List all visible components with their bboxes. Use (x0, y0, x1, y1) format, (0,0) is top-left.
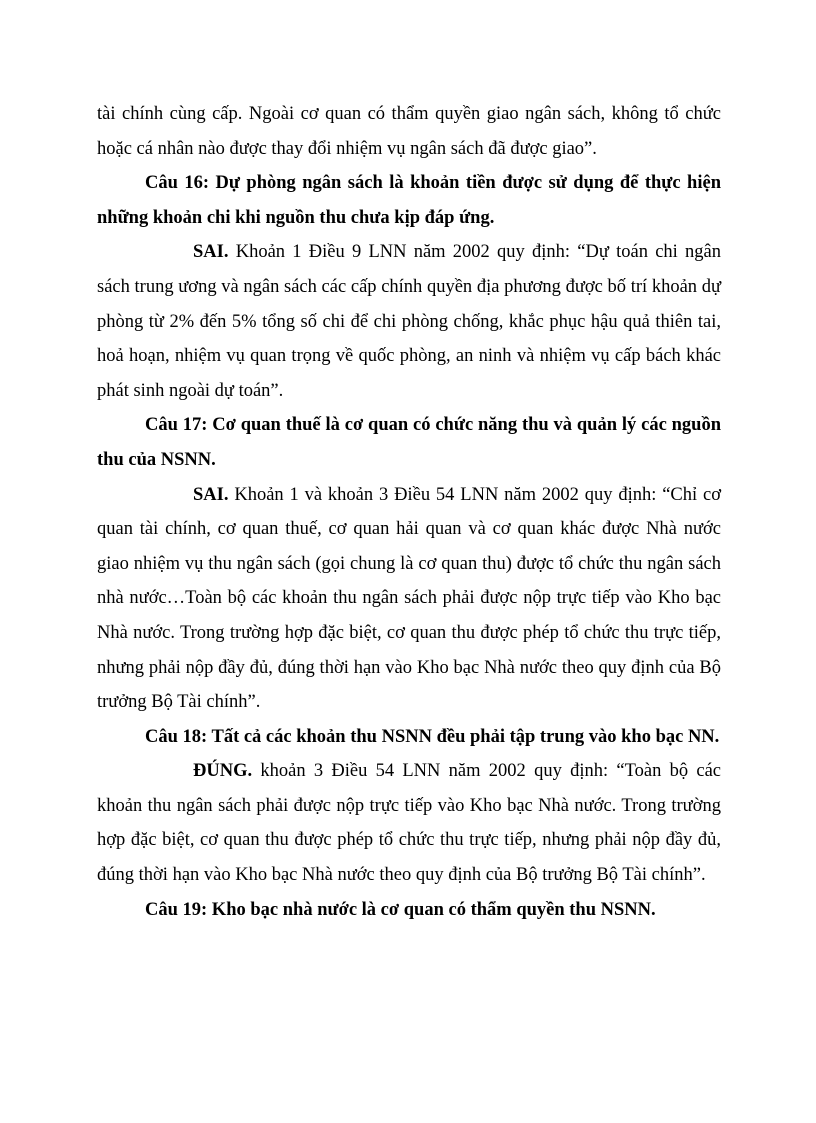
question-17: Câu 17: Cơ quan thuế là cơ quan có chức năng thu và quản lý các nguồn thu của NSNN. (97, 415, 721, 470)
answer-16 (97, 235, 721, 408)
answer-17 (97, 478, 721, 720)
verdict-18: ĐÚNG. (193, 761, 253, 782)
explanation-16: Khoản 1 Điều 9 LNN năm 2002 quy định: “Dự toán chi ngân sách trung ương và ngân sách các cấp chính quyền địa phương được bố trí khoản dự phòng từ 2% đến 5% tổng số chi để chi phòng chống, khắc phục hậu quả thiên tai, hoả hoạn, nhiệm vụ quan trọng về quốc phòng, an ninh và nhiệm vụ cấp bách khác phát sinh ngoài dự toán”. (97, 242, 721, 401)
question-16: Câu 16: Dự phòng ngân sách là khoản tiền được sử dụng để thực hiện những khoản chi khi nguồn thu chưa kịp đáp ứng. (97, 173, 721, 228)
question-19: Câu 19: Kho bạc nhà nước là cơ quan có thẩm quyền thu NSNN. (145, 899, 656, 920)
explanation-18: khoản 3 Điều 54 LNN năm 2002 quy định: “Toàn bộ các khoản thu ngân sách phải được nộp trực tiếp vào Kho bạc Nhà nước. Trong trường hợp đặc biệt, cơ quan thu được phép tổ chức thu trực tiếp, nhưng phải nộp đầy đủ, đúng thời hạn vào Kho bạc Nhà nước theo quy định của Bộ trưởng Bộ Tài chính”. (97, 761, 721, 886)
question-18: Câu 18: Tất cả các khoản thu NSNN đều phải tập trung vào kho bạc NN. (145, 726, 720, 747)
answer-18 (97, 754, 721, 892)
verdict-16: SAI. (193, 242, 229, 263)
explanation-17: Khoản 1 và khoản 3 Điều 54 LNN năm 2002 quy định: “Chỉ cơ quan tài chính, cơ quan thuế, cơ quan hải quan và cơ quan khác được Nhà nước giao nhiệm vụ thu ngân sách (gọi chung là cơ quan thu) được tổ chức thu ngân sách nhà nước…Toàn bộ các khoản thu ngân sách phải được nộp trực tiếp vào Kho bạc Nhà nước. Trong trường hợp đặc biệt, cơ quan thu được phép tổ chức thu trực tiếp, nhưng phải nộp đầy đủ, đúng thời hạn vào Kho bạc Nhà nước theo quy định của Bộ trưởng Bộ Tài chính”. (97, 484, 721, 713)
verdict-17: SAI. (193, 484, 229, 505)
intro-paragraph: tài chính cùng cấp. Ngoài cơ quan có thẩm quyền giao ngân sách, không tổ chức hoặc cá nhân nào được thay đổi nhiệm vụ ngân sách đã được giao”. (97, 104, 721, 159)
document-page (97, 97, 721, 927)
